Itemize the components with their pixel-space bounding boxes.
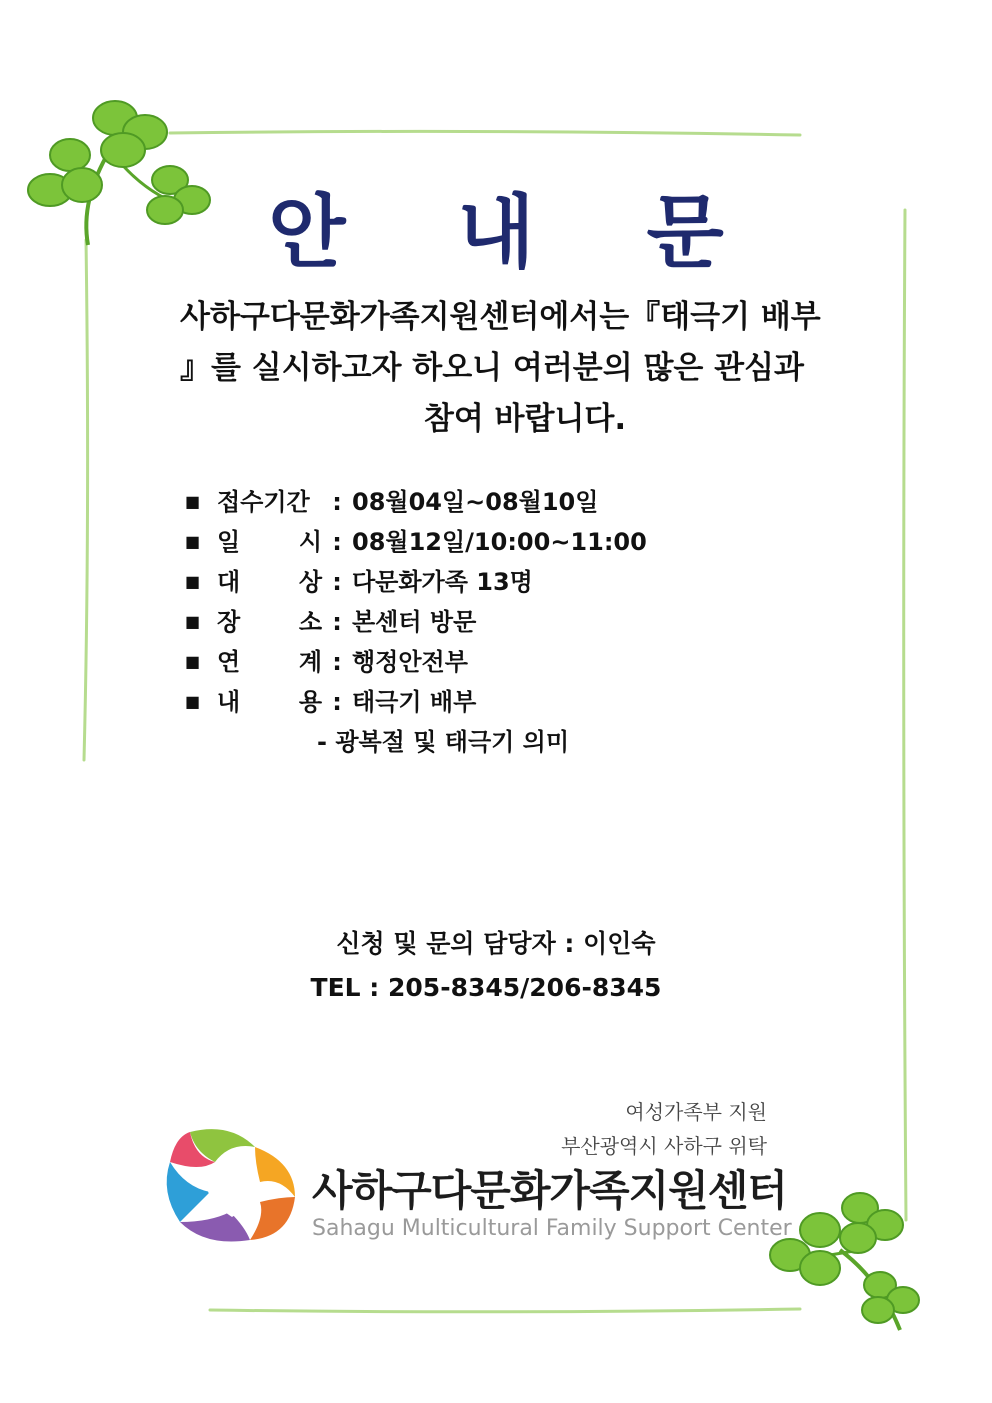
detail-row-target: [185, 562, 825, 602]
center-logo-icon: [160, 1122, 300, 1244]
support-line-1: 여성가족부 지원: [625, 1100, 767, 1124]
detail-label: 접수기간: [217, 488, 310, 516]
detail-value: 행정안전부: [352, 648, 468, 676]
detail-colon: :: [332, 648, 342, 676]
bullet-icon: ■: [185, 492, 201, 511]
details-list: [185, 482, 825, 762]
support-line-2: 부산광역시 사하구 위탁: [561, 1134, 767, 1158]
detail-row-content: [185, 682, 825, 722]
intro-line-2: 』를 실시하고자 하오니 여러분의 많은 관심과: [180, 350, 804, 386]
detail-label: 연 계: [217, 648, 322, 676]
detail-label: 내 용: [217, 688, 322, 716]
intro-line-1: 사하구다문화가족지원센터에서는『태극기 배부: [180, 299, 821, 335]
detail-row-subitem: [185, 722, 825, 762]
detail-row-place: [185, 602, 825, 642]
detail-row-period: [185, 482, 825, 522]
contact-person: 신청 및 문의 담당자 : 이인숙: [336, 929, 656, 958]
contact-block: [0, 922, 992, 1010]
detail-value: 태극기 배부: [352, 688, 477, 716]
bullet-icon: ■: [185, 612, 201, 631]
title-char-2: 내: [457, 186, 535, 279]
org-name-english: Sahagu Multicultural Family Support Center: [312, 1216, 792, 1241]
detail-colon: :: [332, 528, 342, 556]
detail-colon: :: [332, 688, 342, 716]
title-char-3: 문: [646, 186, 724, 279]
title-char-1: 안: [268, 186, 346, 279]
detail-subitem: - 광복절 및 태극기 의미: [317, 728, 570, 756]
contact-tel: TEL : 205-8345/206-8345: [310, 973, 662, 1002]
detail-label: 대 상: [217, 568, 322, 596]
detail-row-partner: [185, 642, 825, 682]
detail-colon: :: [332, 608, 342, 636]
detail-colon: :: [332, 488, 342, 516]
bullet-icon: ■: [185, 572, 201, 591]
detail-colon: :: [332, 568, 342, 596]
detail-value: 08월12일/10:00~11:00: [352, 528, 647, 556]
bullet-icon: ■: [185, 652, 201, 671]
detail-label: 장 소: [217, 608, 322, 636]
detail-label: 일 시: [217, 528, 322, 556]
bullet-icon: ■: [185, 692, 201, 711]
intro-paragraph: [180, 292, 870, 445]
detail-value: 다문화가족 13명: [352, 568, 533, 596]
detail-value: 본센터 방문: [352, 608, 477, 636]
detail-value: 08월04일~08월10일: [352, 488, 599, 516]
bullet-icon: ■: [185, 532, 201, 551]
org-name: 사하구다문화가족지원센터: [312, 1166, 787, 1215]
detail-row-datetime: [185, 522, 825, 562]
page-title: [0, 168, 992, 283]
intro-line-3: 참여 바랍니다.: [423, 401, 627, 437]
